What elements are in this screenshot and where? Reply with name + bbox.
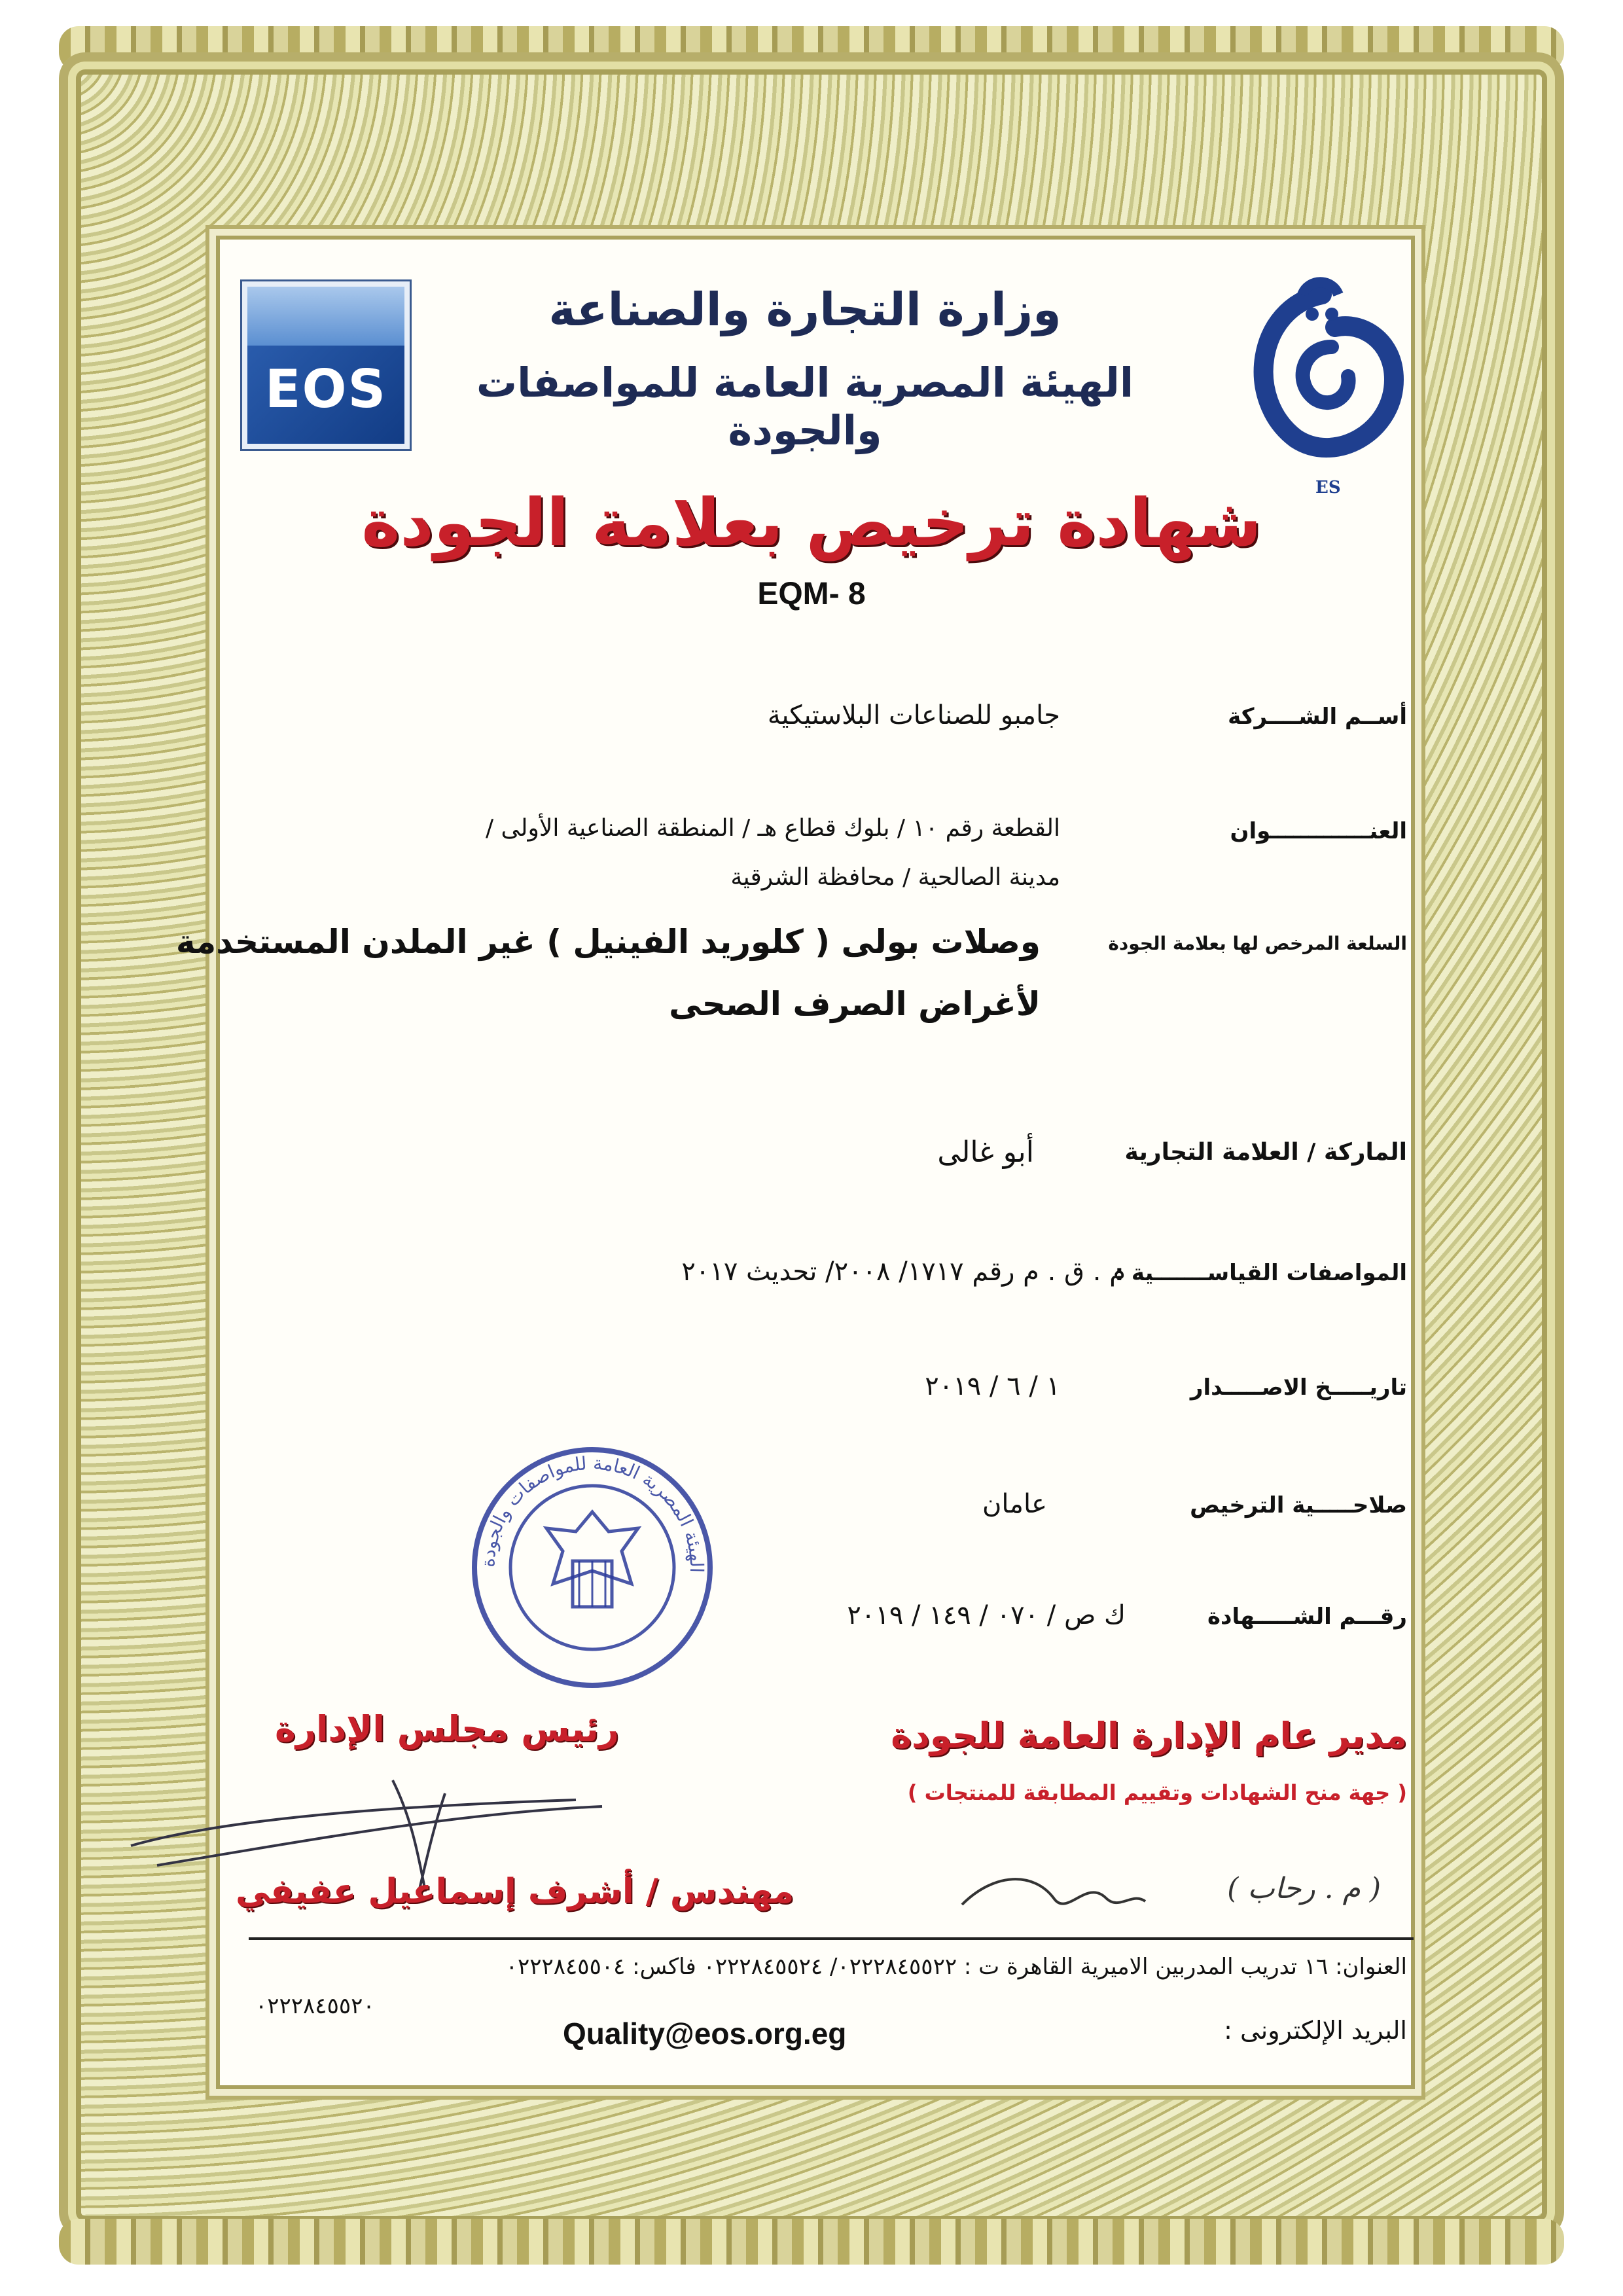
eos-logo-band <box>247 287 404 346</box>
specs-label: المواصفات القياســـــــية : <box>1115 1260 1407 1286</box>
brand-value: أبو غالى <box>937 1136 1034 1169</box>
eagle-seal-icon <box>468 1443 717 1692</box>
footer-divider <box>249 1937 1414 1940</box>
official-seal <box>468 1443 717 1692</box>
specs-value: م . ق . م رقم ١٧١٧/ ٢٠٠٨/ تحديث ٢٠١٧ <box>681 1257 1126 1287</box>
certificate-number-label: رقـــم الشـــــهادة <box>1207 1604 1407 1630</box>
address-label: العنـــــــــــــوان <box>1230 818 1407 844</box>
es-logo-icon <box>1217 268 1427 504</box>
certificate-code: EQM- 8 <box>757 577 866 611</box>
es-logo <box>1217 268 1427 504</box>
brand-label: الماركة / العلامة التجارية <box>1124 1139 1407 1166</box>
issue-date-label: تاريـــــخ الاصـــــدار <box>1190 1374 1407 1401</box>
footer-email[interactable]: Quality@eos.org.eg <box>563 2017 847 2051</box>
right-signatory-subtitle: ( جهة منح الشهادات وتقييم المطابقة للمنتجات ) <box>907 1780 1407 1805</box>
right-signature: ( م . رحاب ) <box>1227 1872 1381 1905</box>
certificate-title: شهادة ترخيص بعلامة الجودة <box>361 484 1262 561</box>
product-label: السلعة المرخص لها بعلامة الجودة <box>1108 933 1407 954</box>
authority-name: الهيئة المصرية العامة للمواصفات والجودة <box>476 359 1134 454</box>
es-logo-label: ES <box>1315 478 1341 497</box>
left-signatory-name: مهندس / أشرف إسماعيل عفيفي <box>236 1872 794 1911</box>
footer-address: العنوان: ١٦ تدريب المدربين الاميرية القاهرة ت : ٠٢٢٢٨٤٥٥٢٢/ ٠٢٢٢٨٤٥٥٢٤ فاكس: ٠٢٢٢٨٤٥٥٠٤ <box>505 1954 1407 1980</box>
right-signatory-title: مدير عام الإدارة العامة للجودة <box>891 1715 1407 1756</box>
right-signature-scribble <box>955 1865 1152 1924</box>
issue-date-value: ١ / ٦ / ٢٠١٩ <box>925 1371 1060 1401</box>
product-value-line1: وصلات بولى ( كلوريد الفينيل ) غير الملدن المستخدمة <box>175 923 1041 961</box>
validity-label: صلاحـــــية الترخيص <box>1190 1492 1407 1518</box>
footer-email-label: البريد الإلكترونى : <box>1224 2016 1407 2045</box>
eos-logo <box>242 281 410 449</box>
footer-fax-2: ٠٢٢٢٨٤٥٥٢٠ <box>255 1993 375 2019</box>
product-value-line2: لأغراض الصرف الصحى <box>669 985 1041 1023</box>
validity-value: عامان <box>982 1489 1047 1519</box>
left-signatory-title: رئيس مجلس الإدارة <box>275 1708 619 1749</box>
address-value-line1: القطعة رقم ١٠ / بلوك قطاع هـ / المنطقة الصناعية الأولى / <box>485 815 1060 842</box>
ministry-name: وزارة التجارة والصناعة <box>548 283 1061 336</box>
company-label: أســم الشــــركة <box>1228 704 1407 730</box>
address-value-line2: مدينة الصالحية / محافظة الشرقية <box>730 864 1060 891</box>
company-value: جامبو للصناعات البلاستيكية <box>767 700 1060 730</box>
eos-logo-text: EOS <box>264 359 387 420</box>
seal-ring-text: الهيئة المصرية العامة للمواصفات والجودة <box>476 1452 708 1573</box>
frame-bottom-border <box>59 2219 1564 2265</box>
certificate-number-value: ك ص / ٠٧٠ / ١٤٩ / ٢٠١٩ <box>847 1600 1126 1630</box>
